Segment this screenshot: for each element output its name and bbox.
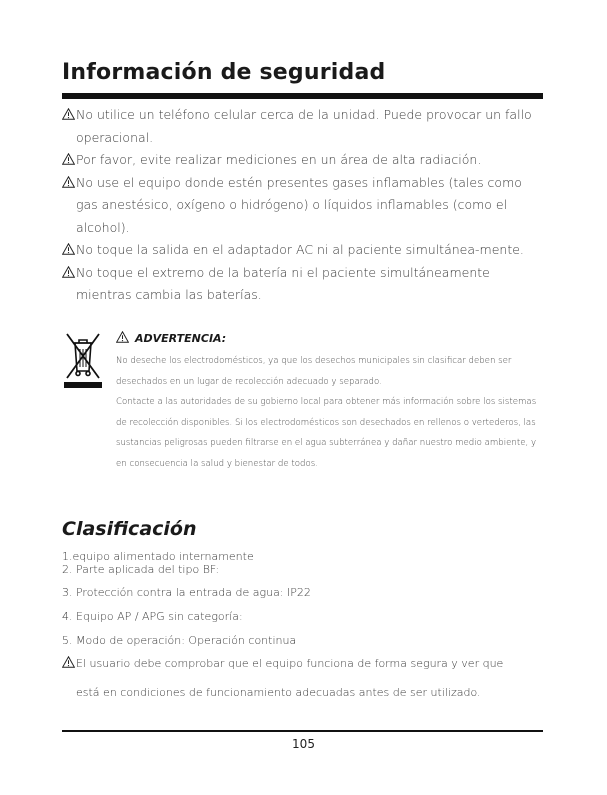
warning-paragraph: Contacte a las autoridades de su gobierno local para obtener más información sobre los sistemas de recolección disponibles. Si los electrodomésticos son desechados en rellenos o vertederos, las sustancias peligrosas pueden filtrarse en el agua subterránea y dañar nuestro medio ambiente, y en consecuencia la salud y bienestar de todos.: [116, 397, 537, 469]
list-item: 4. Equipo AP / APG sin categoría:: [62, 610, 243, 623]
list-item: 2. Parte aplicada del tipo BF:: [62, 563, 220, 576]
warning-heading: ADVERTENCIA:: [116, 331, 548, 347]
warning-triangle-icon: [62, 153, 75, 165]
warning-triangle-icon: [116, 331, 129, 343]
list-item: 1.equipo alimentado internamente: [62, 550, 254, 563]
safety-list: [62, 104, 546, 307]
page-title: Información de seguridad: [62, 60, 386, 85]
classification-list: [62, 550, 546, 702]
warning-triangle-icon: [62, 108, 75, 120]
warning-triangle-icon: [62, 243, 75, 255]
title-rule: [62, 93, 543, 99]
safety-item: No toque la salida en el adaptador AC ni al paciente simultánea-mente.: [62, 239, 546, 262]
safety-item: Por favor, evite realizar mediciones en un área de alta radiación.: [62, 149, 546, 172]
safety-item: No use el equipo donde estén presentes gases inflamables (tales como gas anestésico, oxígeno o hidrógeno) o líquidos inflamables (como el alcohol).: [62, 172, 546, 240]
crossed-out-wheelie-bin-icon: [64, 331, 102, 393]
list-item: El usuario debe comprobar que el equipo funciona de forma segura y ver que: [62, 654, 546, 673]
footer-rule: [62, 730, 543, 732]
safety-item: No toque el extremo de la batería ni el paciente simultáneamente mientras cambia las baterías.: [62, 262, 546, 307]
safety-item: No utilice un teléfono celular cerca de la unidad. Puede provocar un fallo operacional.: [62, 104, 546, 149]
warning-triangle-icon: [62, 656, 75, 668]
classification-title: Clasificación: [62, 518, 197, 540]
warning-triangle-icon: [62, 266, 75, 278]
list-item: 3. Protección contra la entrada de agua: IP22: [62, 586, 311, 599]
list-item: 5. Modo de operación: Operación continua: [62, 634, 297, 647]
list-item: está en condiciones de funcionamiento adecuadas antes de ser utilizado.: [76, 686, 481, 699]
warning-block: [116, 331, 548, 474]
page-number: 105: [292, 737, 315, 751]
warning-triangle-icon: [62, 176, 75, 188]
weee-bar: [64, 382, 102, 388]
warning-paragraph: No deseche los electrodomésticos, ya que los desechos municipales sin clasificar deben ser desechados en un lugar de recolección adecuado y separado.: [116, 356, 512, 387]
